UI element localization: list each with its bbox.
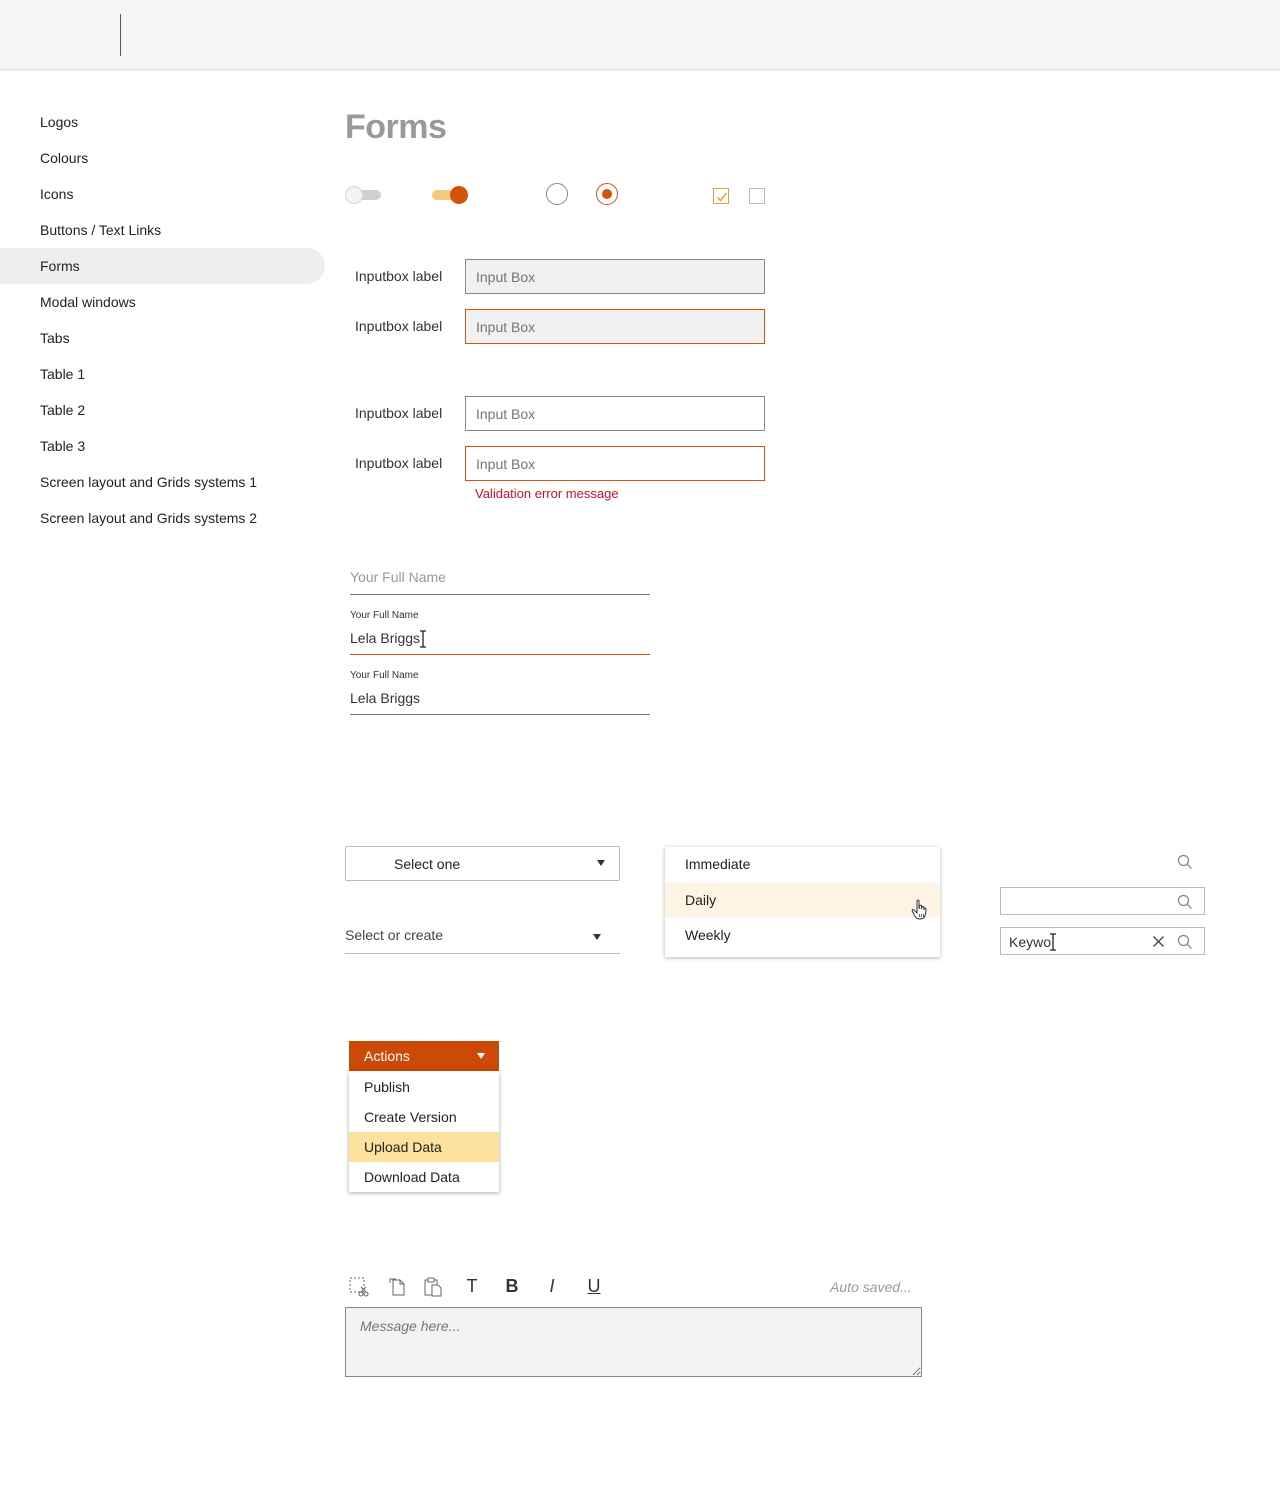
chevron-down-icon [597, 860, 605, 866]
input-label: Inputbox label [355, 268, 443, 284]
sidebar-item-table-1[interactable]: Table 1 [40, 366, 86, 382]
checkbox-unchecked[interactable] [749, 188, 765, 204]
check-icon [715, 190, 729, 204]
sidebar-item-table-3[interactable]: Table 3 [40, 438, 86, 454]
sidebar-item-table-2[interactable]: Table 2 [40, 402, 86, 418]
autosave-status: Auto saved... [830, 1279, 912, 1295]
message-editor[interactable] [345, 1307, 922, 1377]
text-format-button[interactable]: T [466, 1276, 478, 1296]
select-one-label: Select one [394, 856, 461, 872]
toggle-switch-off[interactable] [345, 185, 383, 205]
copy-icon[interactable] [386, 1276, 408, 1298]
name-field-label: Your Full Name [350, 670, 419, 681]
sidebar-nav [0, 104, 325, 536]
dropdown-option-daily[interactable]: Daily [665, 883, 940, 917]
checkbox-checked[interactable] [713, 188, 729, 204]
input-label: Inputbox label [355, 318, 443, 334]
hand-pointer-icon [910, 899, 930, 921]
close-icon[interactable] [1152, 935, 1165, 948]
sidebar-item-modal-windows[interactable]: Modal windows [40, 294, 136, 310]
text-cursor-icon [418, 630, 428, 648]
text-cursor-icon [1048, 933, 1058, 951]
italic-button[interactable]: I [549, 1276, 555, 1296]
menu-item-create-version[interactable]: Create Version [364, 1109, 457, 1125]
sidebar-item-logos[interactable]: Logos [40, 114, 79, 130]
validation-error-message: Validation error message [475, 486, 619, 501]
name-field-filled[interactable] [350, 668, 650, 715]
select-one-dropdown[interactable] [345, 846, 620, 881]
input-label: Inputbox label [355, 455, 443, 471]
search-input-value: Keywo [1009, 934, 1052, 950]
page-title: Forms [345, 108, 447, 146]
toggle-switch-on[interactable] [432, 185, 470, 205]
sidebar-item-forms[interactable]: Forms [0, 248, 325, 284]
name-field-focused[interactable] [350, 608, 650, 655]
search-icon[interactable] [1177, 934, 1193, 950]
select-or-create-dropdown[interactable] [345, 920, 620, 954]
sidebar-item-screen-layout-1[interactable]: Screen layout and Grids systems 1 [40, 474, 258, 490]
name-field-placeholder: Your Full Name [350, 569, 446, 585]
name-field-empty[interactable] [350, 560, 650, 595]
disabled-input[interactable] [465, 259, 765, 294]
actions-button[interactable] [349, 1041, 499, 1071]
chevron-down-icon [477, 1053, 485, 1059]
error-input[interactable] [465, 446, 765, 481]
chevron-down-icon [593, 934, 601, 940]
cut-icon[interactable] [348, 1276, 370, 1298]
menu-item-upload-data[interactable]: Upload Data [349, 1132, 499, 1162]
paste-icon[interactable] [422, 1276, 444, 1298]
sidebar-item-buttons-text-links[interactable]: Buttons / Text Links [40, 222, 162, 238]
sidebar-item-tabs[interactable]: Tabs [40, 330, 70, 346]
dropdown-option-immediate[interactable]: Immediate [685, 856, 751, 872]
radio-unchecked[interactable] [546, 183, 568, 205]
top-bar [0, 0, 1280, 70]
disabled-error-input[interactable] [465, 309, 765, 344]
search-icon[interactable] [1177, 854, 1193, 870]
toggle-knob [450, 186, 468, 204]
radio-checked[interactable] [596, 183, 618, 205]
name-field-value: Lela Briggs [350, 630, 421, 646]
underline-button[interactable]: U [587, 1276, 601, 1296]
select-or-create-label: Select or create [345, 927, 444, 943]
search-input-empty[interactable] [1000, 887, 1205, 915]
sidebar-item-colours[interactable]: Colours [40, 150, 89, 166]
menu-item-publish[interactable]: Publish [364, 1079, 410, 1095]
search-icon[interactable] [1177, 894, 1193, 910]
search-input-keyword[interactable] [1000, 927, 1205, 955]
sidebar-item-screen-layout-2[interactable]: Screen layout and Grids systems 2 [40, 510, 258, 526]
name-field-label: Your Full Name [350, 610, 419, 621]
sidebar-item-icons[interactable]: Icons [40, 186, 74, 202]
dropdown-option-weekly[interactable]: Weekly [685, 927, 731, 943]
input-label: Inputbox label [355, 405, 443, 421]
actions-button-label: Actions [364, 1048, 410, 1064]
menu-item-download-data[interactable]: Download Data [364, 1169, 460, 1185]
toggle-knob [345, 186, 363, 204]
actions-menu [349, 1071, 499, 1192]
topbar-divider [120, 14, 121, 56]
text-input[interactable] [465, 396, 765, 431]
frequency-dropdown-list [665, 847, 940, 957]
name-field-value: Lela Briggs [350, 690, 421, 706]
bold-button[interactable]: B [505, 1276, 519, 1296]
